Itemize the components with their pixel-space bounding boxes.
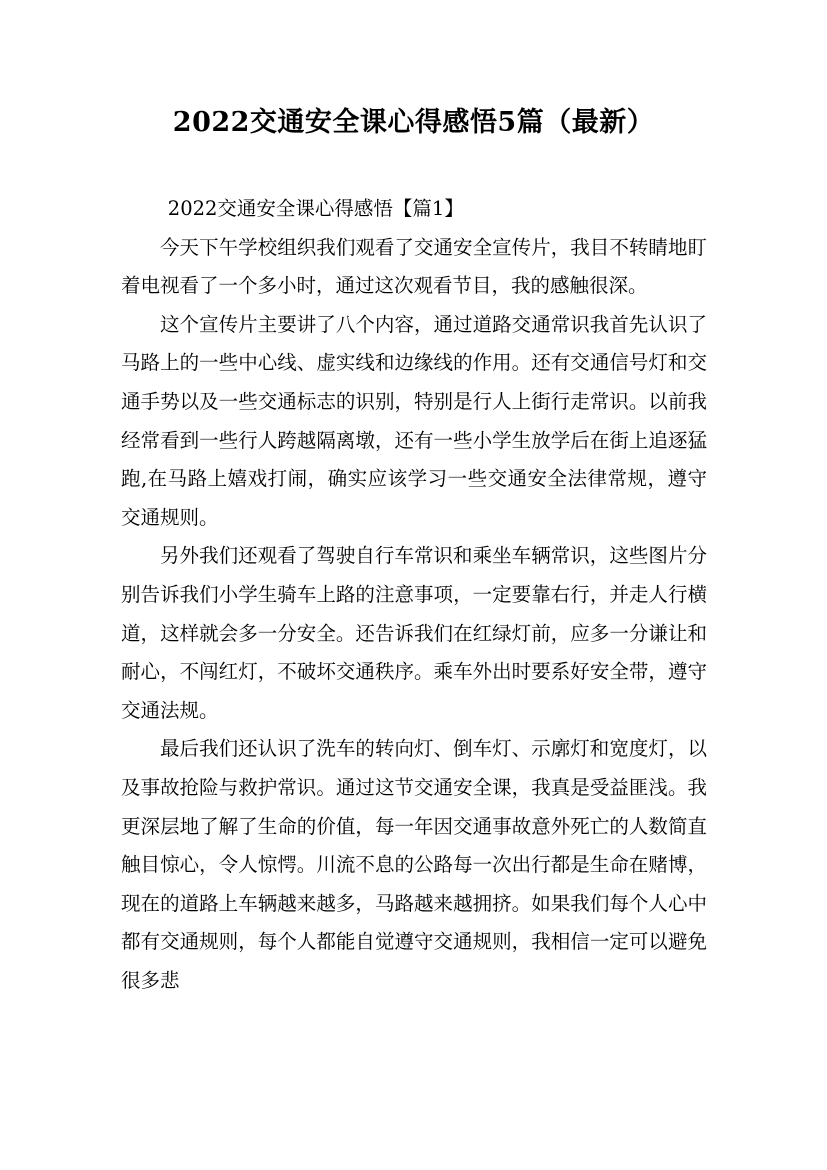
document-body <box>121 190 707 1000</box>
section-heading: 2022交通安全课心得感悟【篇1】 <box>167 197 464 220</box>
body-paragraph: 这个宣传片主要讲了八个内容，通过道路交通常识我首先认识了马路上的一些中心线、虚实线和边缘线的作用。还有交通信号灯和交通手势以及一些交通标志的识别，特别是行人上街行走常识。以前我经常看到一些行人跨越隔离墩，还有一些小学生放学后在街上追逐猛跑,在马路上嬉戏打闹，确实应该学习一些交通安全法律常规，遵守交通规则。 <box>121 312 707 529</box>
body-paragraph: 最后我们还认识了洗车的转向灯、倒车灯、示廓灯和宽度灯，以及事故抢险与救护常识。通过这节交通安全课，我真是受益匪浅。我更深层地了解了生命的价值，每一年因交通事故意外死亡的人数简直触目惊心，令人惊愕。川流不息的公路每一次出行都是生命在赌博，现在的道路上车辆越来越多，马路越来越拥挤。如果我们每个人心中都有交通规则，每个人都能自觉遵守交通规则，我相信一定可以避免很多悲 <box>121 737 707 992</box>
document-title: 2022交通安全课心得感悟5篇（最新） <box>172 107 655 138</box>
body-paragraph: 今天下午学校组织我们观看了交通安全宣传片，我目不转睛地盯着电视看了一个多小时，通过这次观看节目，我的感触很深。 <box>121 235 707 298</box>
body-paragraph: 另外我们还观看了驾驶自行车常识和乘坐车辆常识，这些图片分别告诉我们小学生骑车上路的注意事项，一定要靠右行，并走人行横道，这样就会多一分安全。还告诉我们在红绿灯前，应多一分谦让和耐心，不闯红灯，不破坏交通秩序。乘车外出时要系好安全带，遵守交通法规。 <box>121 544 707 722</box>
